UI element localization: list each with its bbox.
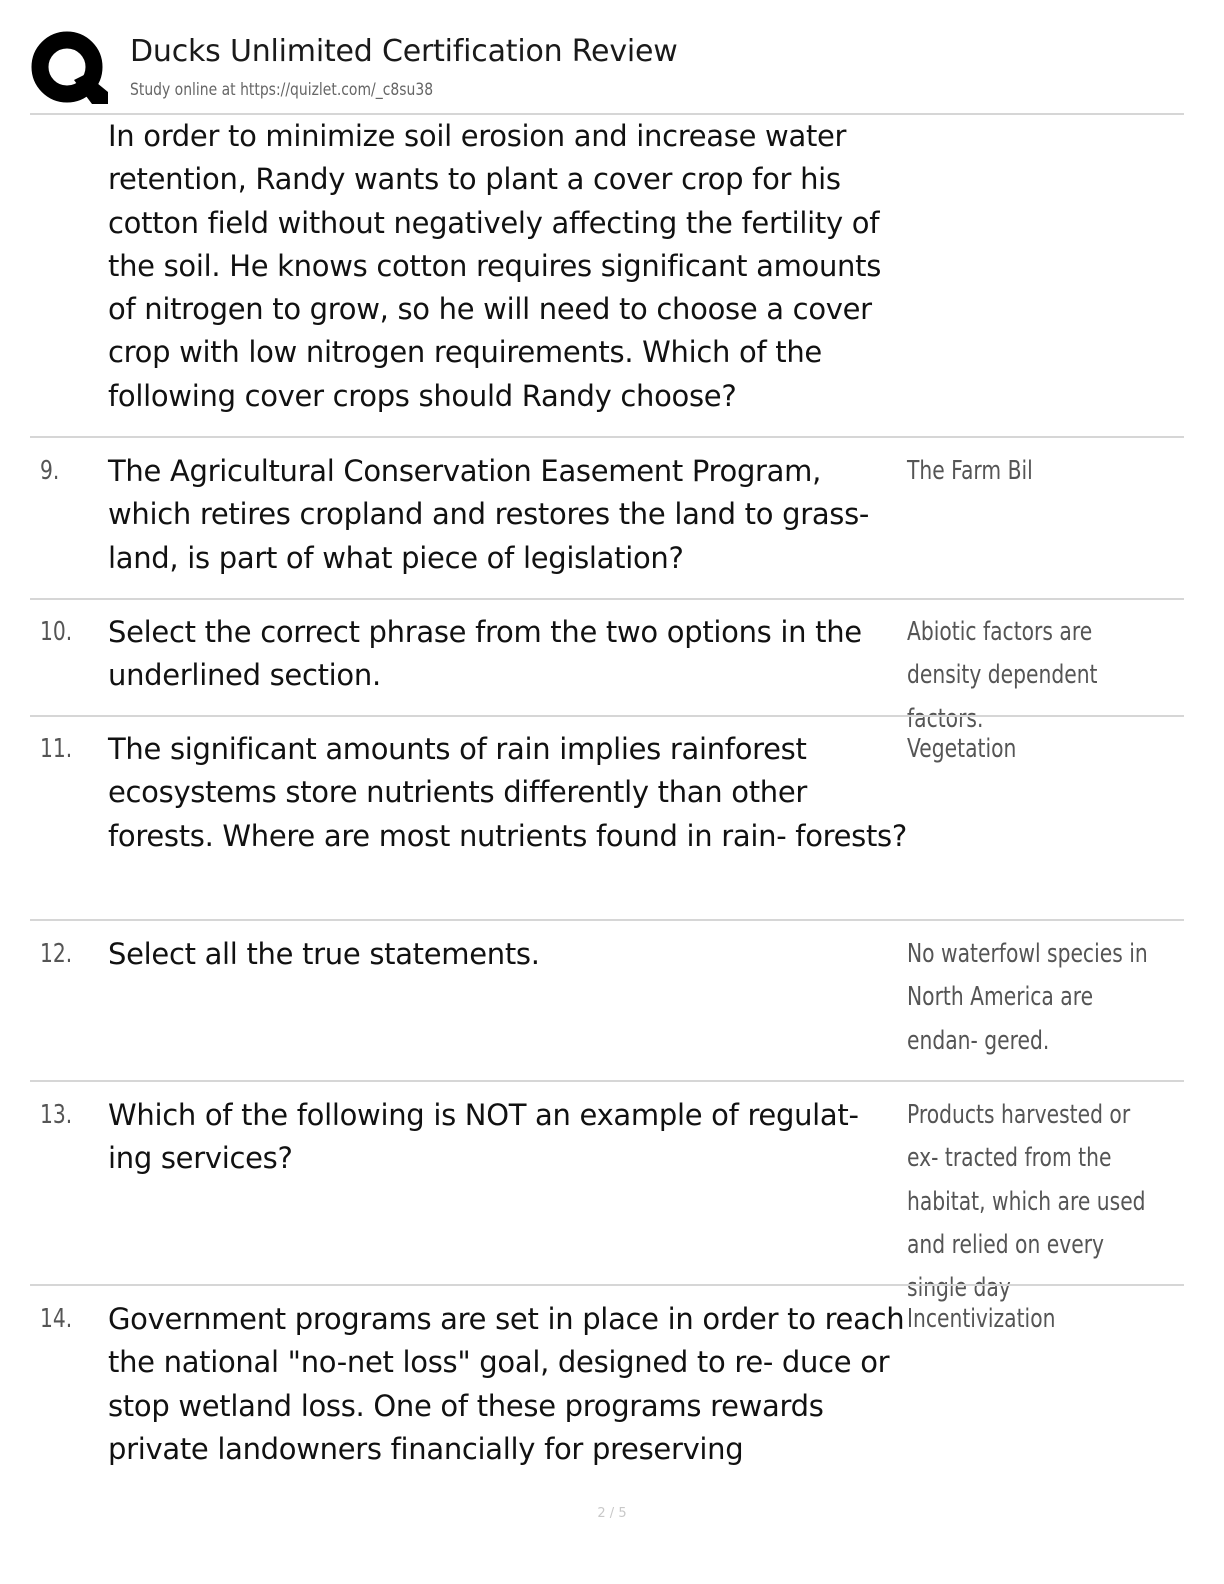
question-text: Select all the true statements. [108, 937, 540, 971]
question-text: Select the correct phrase from the two options in the underlined section. [108, 615, 862, 693]
answer-text: Vegetation [907, 734, 1017, 764]
study-online-link[interactable]: Study online at https://quizlet.com/_c8su38 [130, 80, 434, 100]
question-number: 12. [40, 939, 73, 969]
question-text: Government programs are set in place in order to reach the national "no-net loss" goal, designed to re- duce or stop wetland loss. One of these programs rewards private landowners financially for preserving [108, 1302, 905, 1466]
answer-text: Products harvested or ex- tracted from the habitat, which are used and relied on every single day [907, 1100, 1146, 1304]
page-number: 2 / 5 [597, 1506, 627, 1521]
question-number: 14. [40, 1304, 73, 1334]
answer-text: The Farm Bil [907, 456, 1033, 486]
page-header [30, 28, 1184, 114]
divider [30, 1284, 1184, 1286]
quizlet-logo-icon [30, 30, 108, 108]
answer-text: Incentivization [907, 1304, 1056, 1334]
answer-text: No waterfowl species in North America are endan- gered. [907, 939, 1148, 1056]
question-number: 13. [40, 1100, 73, 1130]
divider [30, 919, 1184, 921]
divider [30, 1080, 1184, 1082]
question-number: 10. [40, 617, 73, 647]
question-text: The significant amounts of rain implies rainforest ecosystems store nutrients differently than other forests. Where are most nutrients found in rain- forests? [108, 732, 907, 853]
answer-text: Abiotic factors are density dependent factors. [907, 617, 1098, 734]
question-text: The Agricultural Conservation Easement Program, which retires cropland and restores the land to grass- land, is part of what piece of legislation? [108, 454, 870, 575]
question-text: Which of the following is NOT an example of regulat- ing services? [108, 1098, 859, 1176]
divider [30, 715, 1184, 717]
question-number: 9. [40, 456, 60, 486]
question-number: 11. [40, 734, 73, 764]
divider [30, 436, 1184, 438]
question-text: In order to minimize soil erosion and increase water retention, Randy wants to plant a cover crop for his cotton field without negatively affecting the fertility of the soil. He knows cotton requires significant amounts of nitrogen to grow, so he will need to choose a cover crop with low nitrogen requirements. Which of the following cover crops should Randy choose? [108, 119, 882, 413]
divider [30, 598, 1184, 600]
page-title: Ducks Unlimited Certification Review [130, 34, 678, 69]
